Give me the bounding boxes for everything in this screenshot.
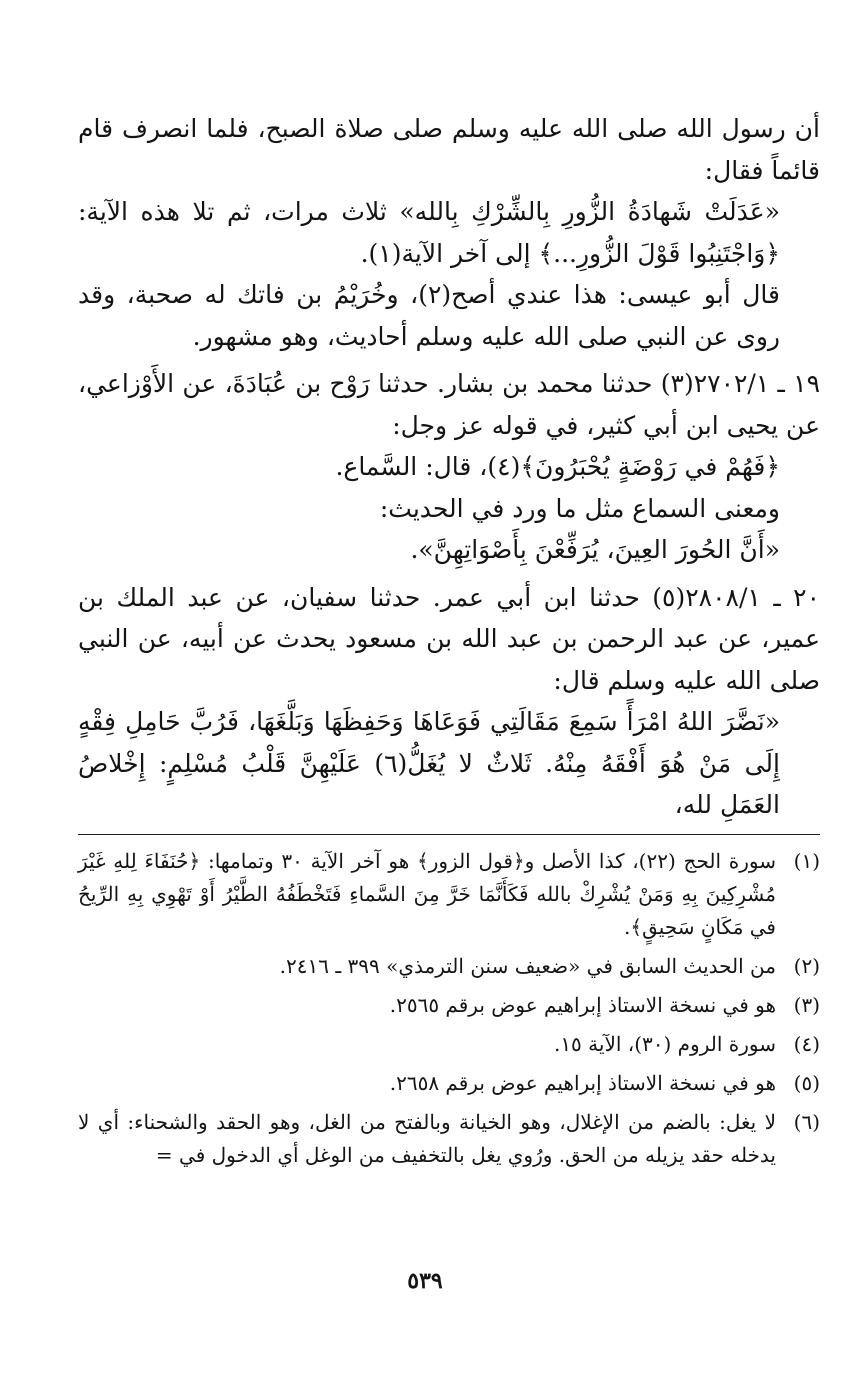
footnote-item (78, 1106, 820, 1172)
footnote-text: لا يغل: بالضم من الإغلال، وهو الخيانة وبالفتح من الغل، وهو الحقد والشحناء: أي لا يدخله حقد يزيله من الحق. ورُوي يغل بالتخفيف من الوغل أي الدخول في = (78, 1109, 776, 1167)
hadith-entry-20: ٢٠ ـ ٢٨٠٨/١(٥) حدثنا ابن أبي عمر. حدثنا سفيان، عن عبد الملك بن عمير، عن عبد الرحمن بن عبد الله بن مسعود يحدث عن أبيه، عن النبي صلى الله عليه وسلم قال: (78, 582, 821, 695)
page-number: ٥٣٩ (407, 1268, 443, 1294)
footnote-text: هو في نسخة الاستاذ إبراهيم عوض برقم ٢٥٦٥. (389, 992, 776, 1017)
footnote-text: سورة الحج (٢٢)، كذا الأصل و﴿قول الزور﴾ هو آخر الآية ٣٠ وتمامها: ﴿حُنَفَاءَ لِلهِ غَيْرَ مُشْرِكِينَ بِهِ وَمَنْ يُشْرِكْ بالله فَكَأَنَّمَا خَرَّ مِنَ السَّماءِ فَتَخْطَفُهُ الطَّيْرُ أَوْ تَهْوِي بِهِ الرِّيحُ في مَكَانٍ سَحِيقٍ﴾. (78, 848, 776, 939)
quran-verse: ﴿فَهُمْ في رَوْضَةٍ يُحْبَرُونَ﴾(٤)، قال: السَّماع. (335, 452, 780, 481)
footnote-text: هو في نسخة الاستاذ إبراهيم عوض برقم ٢٦٥٨. (389, 1070, 776, 1095)
footnote-text: من الحديث السابق في «ضعيف سنن الترمذي» ٣٩٩ ـ ٢٤١٦. (279, 953, 776, 978)
footnote-number: (٦) (793, 1109, 820, 1134)
hadith-entry-19: ١٩ ـ ٢٧٠٢/١(٣) حدثنا محمد بن بشار. حدثنا رَوْح بن عُبَادَةَ، عن الأَوْزاعي، عن يحيى ابن أبي كثير، في قوله عز وجل: (78, 369, 820, 440)
footnote-number: (٥) (793, 1070, 820, 1095)
text-paragraph: قال أبو عيسى: هذا عندي أصح(٢)، وخُرَيْمُ بن فاتك له صحبة، وقد روى عن النبي صلى الله عليه وسلم أحاديث، وهو مشهور. (78, 280, 780, 351)
footnotes (78, 845, 820, 1172)
text-paragraph: أن رسول الله صلى الله عليه وسلم صلى صلاة الصبح، فلما انصرف قام قائماً فقال: (78, 114, 820, 185)
main-text (78, 108, 820, 826)
footnote-item (78, 1067, 820, 1100)
footnote-number: (٤) (793, 1031, 820, 1056)
footnote-item (78, 950, 820, 983)
footnote-number: (٢) (793, 953, 820, 978)
page-body (78, 108, 820, 1178)
footnote-number: (٣) (793, 992, 820, 1017)
text-paragraph: ومعنى السماع مثل ما ورد في الحديث: (379, 493, 780, 523)
footnote-divider (78, 834, 820, 835)
hadith-quote: «أَنَّ الحُورَ العِينَ، يُرَفِّعْنَ بِأَصْوَاتِهِنَّ». (410, 535, 780, 564)
hadith-quote: «عَدَلَتْ شَهادَةُ الزُّورِ بِالشِّرْكِ بِالله» ثلاث مرات، ثم تلا هذه الآية: ﴿وَاجْتَنِبُوا قَوْلَ الزُّورِ...﴾ إلى آخر الآية(١). (78, 197, 781, 268)
footnote-text: سورة الروم (٣٠)، الآية ١٥. (553, 1031, 776, 1056)
footnote-number: (١) (793, 848, 820, 873)
footnote-item (78, 989, 820, 1022)
footnote-item (78, 1028, 820, 1061)
hadith-quote: «نَضَّرَ اللهُ امْرَأً سَمِعَ مَقَالَتِي فَوَعَاهَا وَحَفِظَهَا وَبَلَّغَهَا، فَرُبَّ حَامِلِ فِقْهٍ إِلَى مَنْ هُوَ أَفْقَهُ مِنْهُ. ثَلاثٌ لا يُغَلُّ(٦) عَلَيْهِنَّ قَلْبُ مُسْلِمٍ: إِخْلاصُ العَمَلِ لله، (78, 707, 780, 819)
footnote-item (78, 845, 820, 944)
